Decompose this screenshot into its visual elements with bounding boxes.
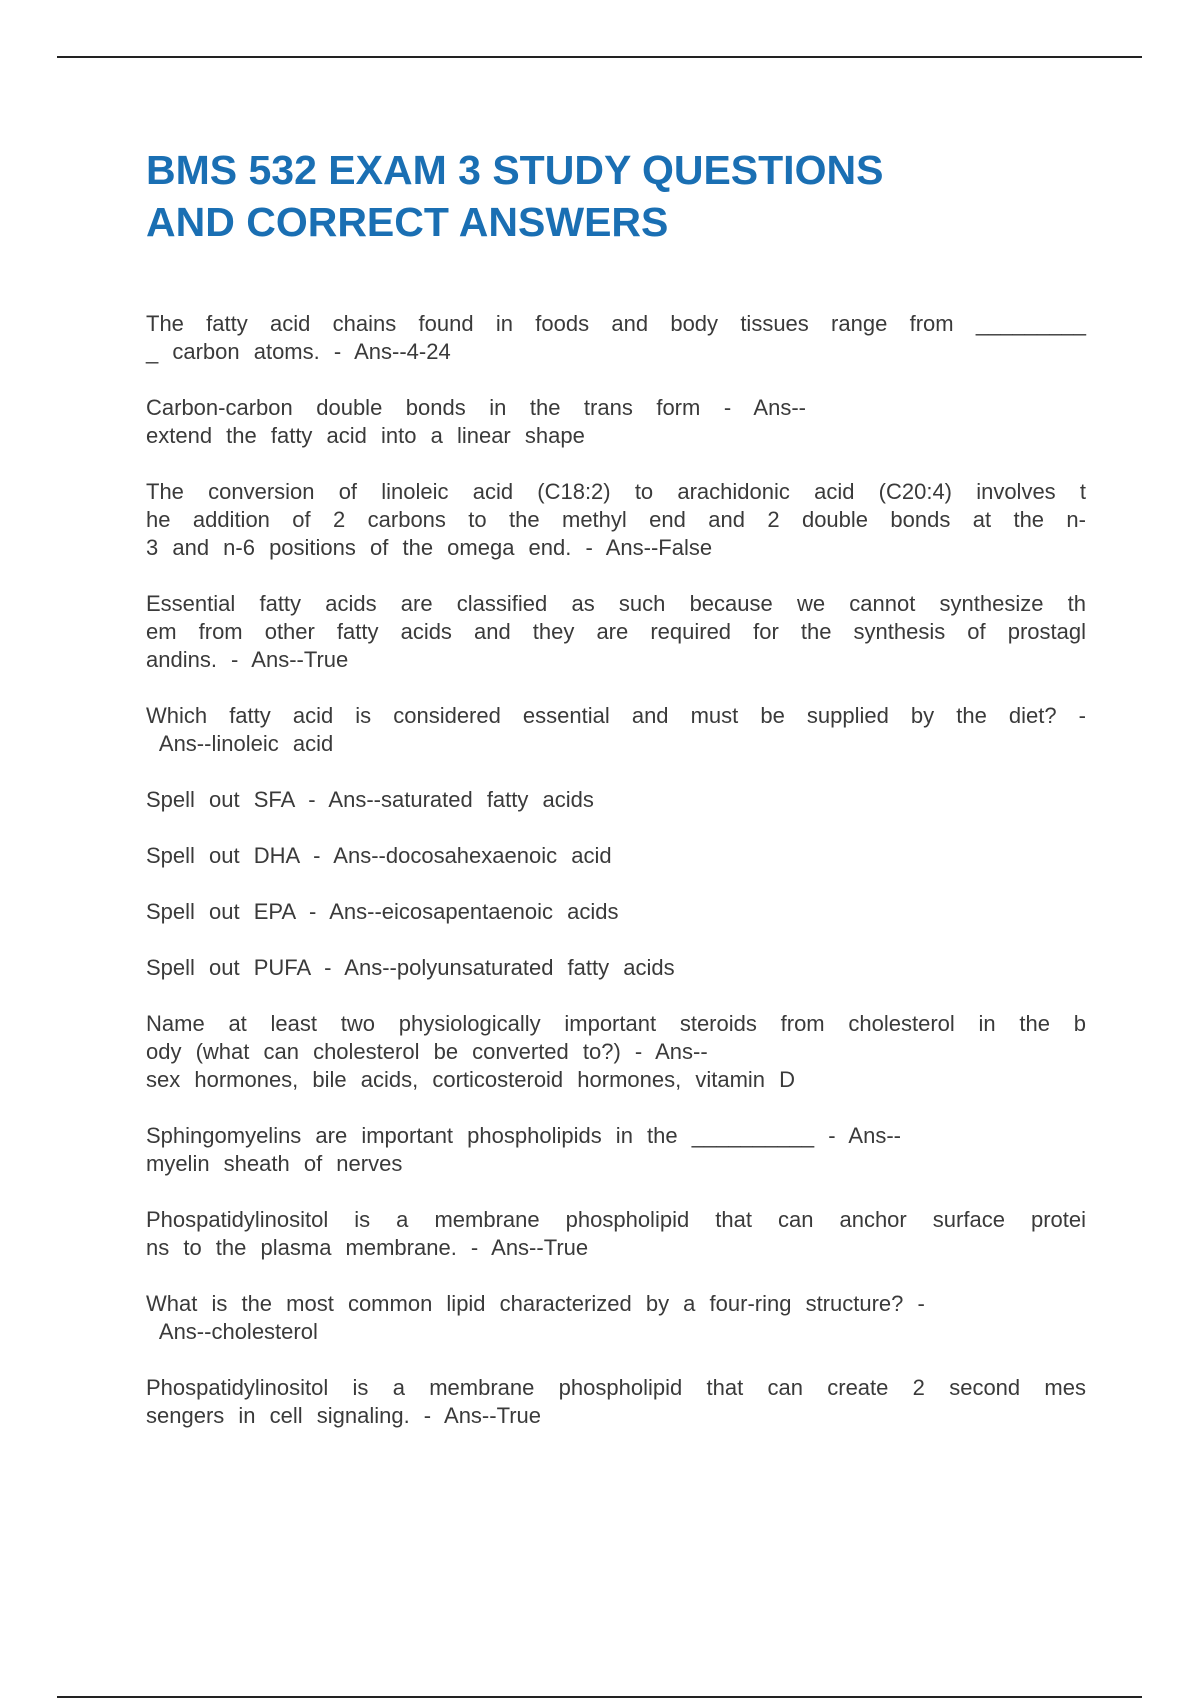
qa-item (146, 786, 1086, 814)
qa-item (146, 1206, 1086, 1262)
qa-line: em from other fatty acids and they are required for the synthesis of prostagl (146, 619, 1086, 644)
qa-item (146, 1290, 1086, 1346)
bottom-rule (57, 1696, 1142, 1698)
qa-line: Spell out PUFA - Ans--polyunsaturated fatty acids (146, 955, 675, 980)
qa-item (146, 394, 806, 450)
qa-line: Phospatidylinositol is a membrane phospholipid that can anchor surface protei (146, 1207, 1086, 1232)
title-line: BMS 532 EXAM 3 STUDY QUESTIONS (146, 147, 884, 193)
qa-line: Carbon-carbon double bonds in the trans form - Ans-- (146, 395, 806, 420)
qa-line: Name at least two physiologically important steroids from cholesterol in the b (146, 1011, 1086, 1036)
qa-line: sengers in cell signaling. - Ans--True (146, 1403, 542, 1428)
qa-line: Sphingomyelins are important phospholipids in the __________ - Ans-- (146, 1123, 901, 1148)
qa-line: extend the fatty acid into a linear shape (146, 423, 585, 448)
qa-item (146, 954, 1086, 982)
document-title (146, 144, 1086, 248)
qa-line: The fatty acid chains found in foods and body tissues range from _________ (146, 311, 1086, 336)
qa-line: The conversion of linoleic acid (C18:2) to arachidonic acid (C20:4) involves t (146, 479, 1086, 504)
qa-line: What is the most common lipid characterized by a four-ring structure? - (146, 1291, 925, 1316)
qa-item (146, 310, 1086, 366)
qa-item (146, 1122, 1086, 1178)
qa-line: Essential fatty acids are classified as such because we cannot synthesize th (146, 591, 1086, 616)
qa-line: ns to the plasma membrane. - Ans--True (146, 1235, 589, 1260)
qa-line: Spell out EPA - Ans--eicosapentaenoic acids (146, 899, 619, 924)
qa-item (146, 702, 1086, 758)
qa-item (146, 1374, 1086, 1430)
qa-line: andins. - Ans--True (146, 647, 349, 672)
qa-line: he addition of 2 carbons to the methyl end and 2 double bonds at the n- (146, 507, 1086, 532)
title-line: AND CORRECT ANSWERS (146, 199, 669, 245)
qa-line: Ans--cholesterol (146, 1319, 318, 1344)
top-rule (57, 56, 1142, 58)
qa-line: Ans--linoleic acid (146, 731, 334, 756)
qa-item (146, 898, 1086, 926)
qa-item (146, 590, 1086, 674)
qa-item (146, 478, 1086, 562)
qa-line: sex hormones, bile acids, corticosteroid hormones, vitamin D (146, 1067, 796, 1092)
qa-line: _ carbon atoms. - Ans--4-24 (146, 339, 451, 364)
qa-item (146, 842, 1086, 870)
qa-line: Phospatidylinositol is a membrane phospholipid that can create 2 second mes (146, 1375, 1086, 1400)
qa-line: Which fatty acid is considered essential and must be supplied by the diet? - (146, 703, 1086, 728)
qa-item (146, 1010, 1086, 1094)
qa-line: 3 and n-6 positions of the omega end. - Ans--False (146, 535, 713, 560)
qa-line: Spell out DHA - Ans--docosahexaenoic acid (146, 843, 612, 868)
qa-line: myelin sheath of nerves (146, 1151, 403, 1176)
document-body (146, 144, 1086, 1458)
qa-line: ody (what can cholesterol be converted to?) - Ans-- (146, 1039, 708, 1064)
qa-line: Spell out SFA - Ans--saturated fatty acids (146, 787, 594, 812)
